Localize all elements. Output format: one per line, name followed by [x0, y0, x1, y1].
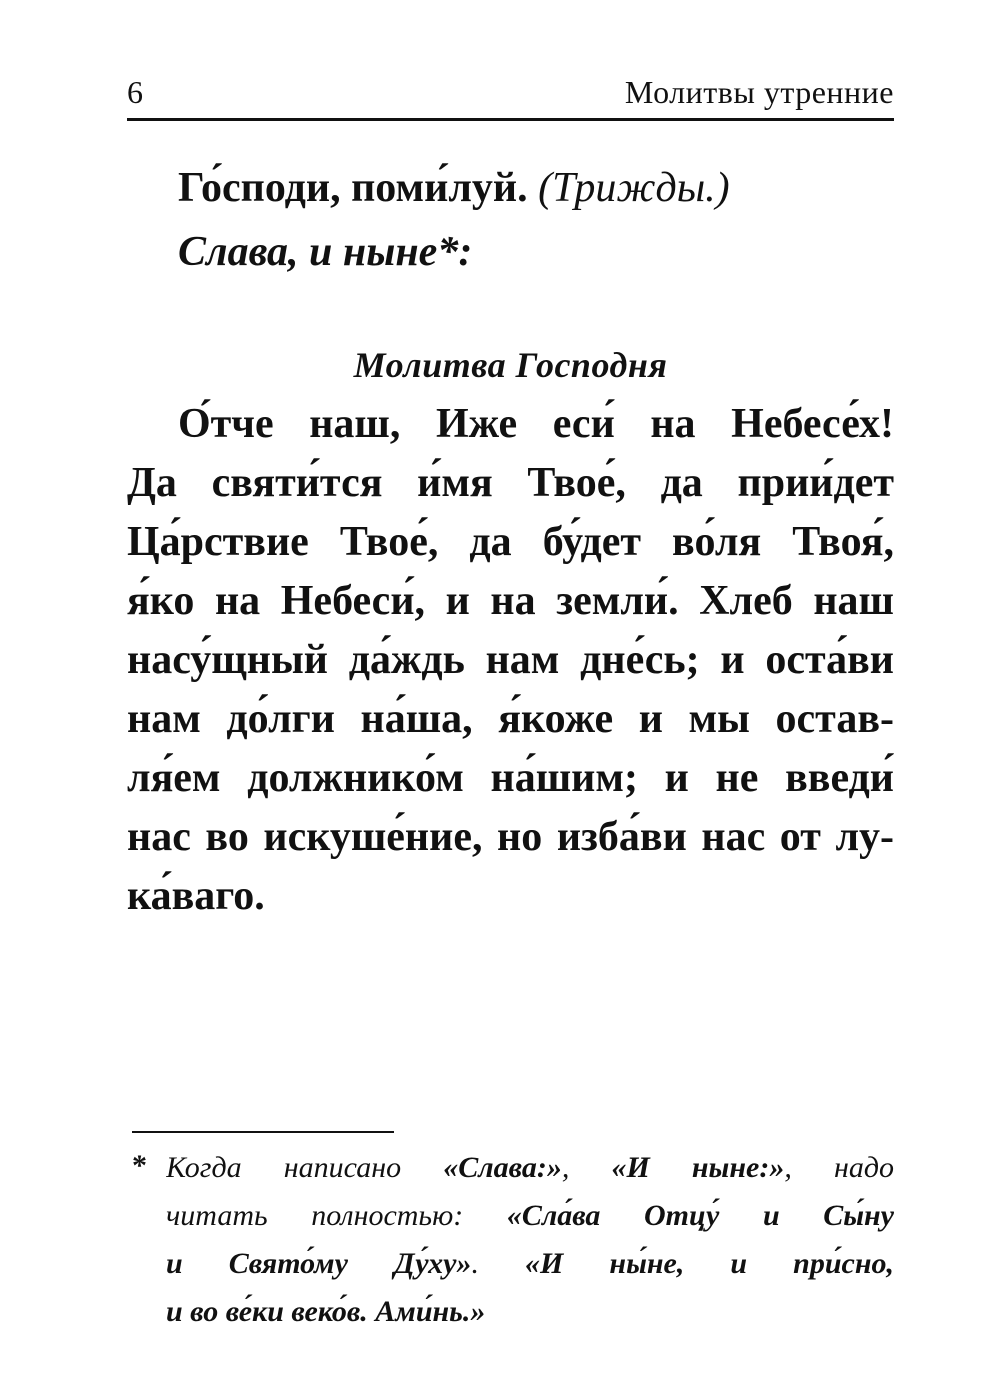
prayer-line: Ца́рствие Твое́, да бу́дет во́ля Твоя́, — [127, 519, 894, 565]
footnote-quote: «Сла́ва Отцу́ и Сы́ну — [506, 1199, 894, 1232]
footnote — [132, 1144, 894, 1336]
footnote-text: . — [471, 1247, 479, 1280]
prayer-line: ля́ем должнико́м на́шим; и не введи́ — [127, 755, 894, 801]
prayer-line: ка́ваго. — [127, 873, 265, 919]
running-head: Молитвы утренние — [624, 74, 894, 110]
prayer-line: я́ко на Небеси́, и на земли́. Хлеб наш — [127, 578, 894, 624]
prayer-line: насу́щный да́ждь нам дне́сь; и оста́ви — [127, 637, 894, 683]
footnote-line — [166, 1240, 894, 1288]
footnote-text: , — [561, 1151, 570, 1184]
prayer-line: нас во искуше́ние, но изба́ви нас от лу- — [127, 814, 894, 860]
header-rule — [127, 118, 894, 121]
intro-rubric: (Трижды.) — [538, 165, 730, 211]
footnote-rule — [132, 1131, 394, 1133]
intro-line-1-text: Го́споди, поми́луй. — [178, 165, 528, 211]
prayer-text — [127, 395, 894, 926]
prayer-line: Да святи́тся и́мя Твое́, да прии́дет — [127, 460, 894, 506]
page-number: 6 — [127, 74, 143, 110]
intro-line-1 — [178, 160, 730, 216]
page-header — [127, 72, 894, 116]
footnote-quote: «Слава:» — [443, 1151, 562, 1184]
footnote-mark: * — [132, 1149, 147, 1182]
intro-line-2: Слава, и ныне*: — [178, 229, 473, 275]
footnote-quote: и во ве́ки веко́в. Ами́нь.» — [166, 1295, 486, 1328]
section-title: Молитва Господня — [353, 345, 668, 385]
footnote-quote: «И ныне:» — [611, 1151, 785, 1184]
footnote-text: читать полностью: — [166, 1199, 464, 1232]
prayer-line: О́тче наш, Иже еси́ на Небесе́х! — [178, 401, 894, 447]
footnote-text: Когда написано — [166, 1151, 402, 1184]
footnote-quote: и Свято́му Ду́ху» — [166, 1247, 472, 1280]
footnote-line — [166, 1144, 894, 1192]
prayer-line: нам до́лги на́ша, я́коже и мы остав- — [127, 696, 894, 742]
footnote-line — [166, 1192, 894, 1240]
footnote-text: , надо — [784, 1151, 894, 1184]
footnote-quote: «И ны́не, и при́сно, — [525, 1247, 894, 1280]
footnote-line — [166, 1288, 894, 1336]
